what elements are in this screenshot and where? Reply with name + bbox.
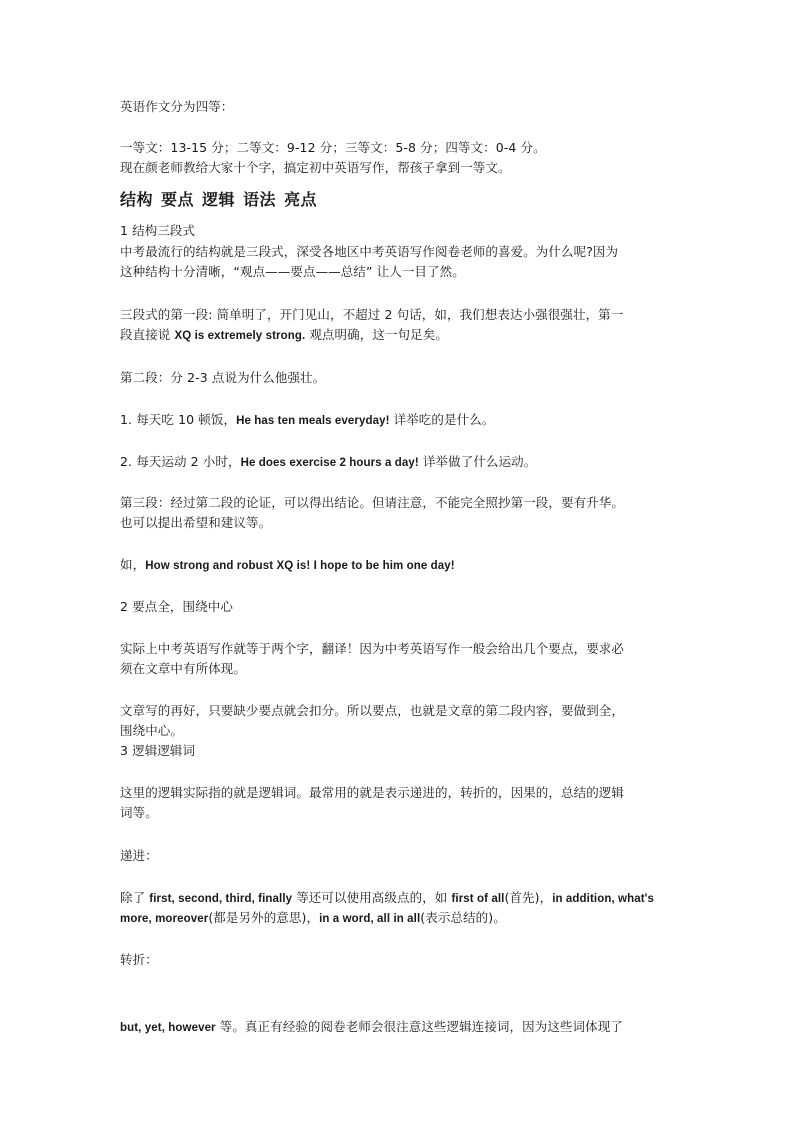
grading-title: 英语作文分为四等： [120,99,234,114]
keywords-heading [120,189,325,211]
section1-p2-line1: 三段式的第一段: 简单明了，开门见山，不超过 2 句话，如，我们想表达小强很强壮，第一 [120,307,624,322]
section3-title: 3 逻辑逻辑词 [120,743,196,758]
grading-levels: 一等文：13-15 分；二等文：9-12 分；三等文：5-8 分；四等文：0-4 分。 [120,140,546,155]
contrast-label: 转折： [120,952,158,967]
contrast-line1: but, yet, however 等。真正有经验的阅卷老师会很注意这些逻辑连接词，因为这些词体现了 [120,1019,623,1034]
section1-item2: 2. 每天运动 2 小时，He does exercise 2 hours a day! 详举做了什么运动。 [120,454,537,469]
section2-title: 2 要点全，围绕中心 [120,599,233,614]
keyword: 逻辑 [202,190,236,209]
english-example: XQ is extremely strong. [174,330,306,342]
section1-p4-line1: 第三段：经过第二段的论证，可以得出结论。但请注意，不能完全照抄第一段，要有升华。 [120,495,625,510]
section1-p1-line1: 中考最流行的结构就是三段式，深受各地区中考英语写作阅卷老师的喜爱。为什么呢?因为 [120,244,619,259]
section2-p1-line2: 须在文章中有所体现。 [120,661,247,676]
progressive-line1: 除了 first, second, third, finally 等还可以使用高级点的，如 first of all(首先)，in addition, what's [120,890,654,905]
section2-p1-line1: 实际上中考英语写作就等于两个字，翻译！因为中考英语写作一般会给出几个要点，要求必 [120,641,625,656]
section3-p1-line1: 这里的逻辑实际指的就是逻辑词。最常用的就是表示递进的，转折的，因果的，总结的逻辑 [120,785,625,800]
english-example: He does exercise 2 hours a day! [240,457,419,469]
section1-p1-line2: 这种结构十分清晰，“观点——要点——总结” 让人一目了然。 [120,264,465,279]
keyword: 要点 [161,190,195,209]
section1-p4-line2: 也可以提出希望和建议等。 [120,515,272,530]
english-example: He has ten meals everyday! [236,415,390,427]
section1-p5: 如，How strong and robust XQ is! I hope to be him one day! [120,557,455,572]
progressive-label: 递进： [120,848,158,863]
section2-p2-line1: 文章写的再好，只要缺少要点就会扣分。所以要点，也就是文章的第二段内容，要做到全， [120,703,625,718]
section1-p3: 第二段：分 2-3 点说为什么他强壮。 [120,370,326,385]
section2-p2-line2: 围绕中心。 [120,723,184,738]
teacher-note: 现在颜老师教给大家十个字，搞定初中英语写作，帮孩子拿到一等文。 [120,160,511,175]
section1-p2-line2: 段直接说 XQ is extremely strong. 观点明确，这一句足矣。 [120,327,448,342]
keyword: 亮点 [284,190,318,209]
keyword: 结构 [120,190,154,209]
keyword: 语法 [243,190,277,209]
progressive-line2: more, moreover(都是另外的意思)，in a word, all in all(表示总结的)。 [120,910,506,925]
section1-item1: 1. 每天吃 10 顿饭，He has ten meals everyday! 详举吃的是什么。 [120,412,495,427]
section1-title: 1 结构三段式 [120,223,196,238]
section3-p1-line2: 词等。 [120,805,158,820]
english-example: How strong and robust XQ is! I hope to be him one day! [145,560,455,572]
